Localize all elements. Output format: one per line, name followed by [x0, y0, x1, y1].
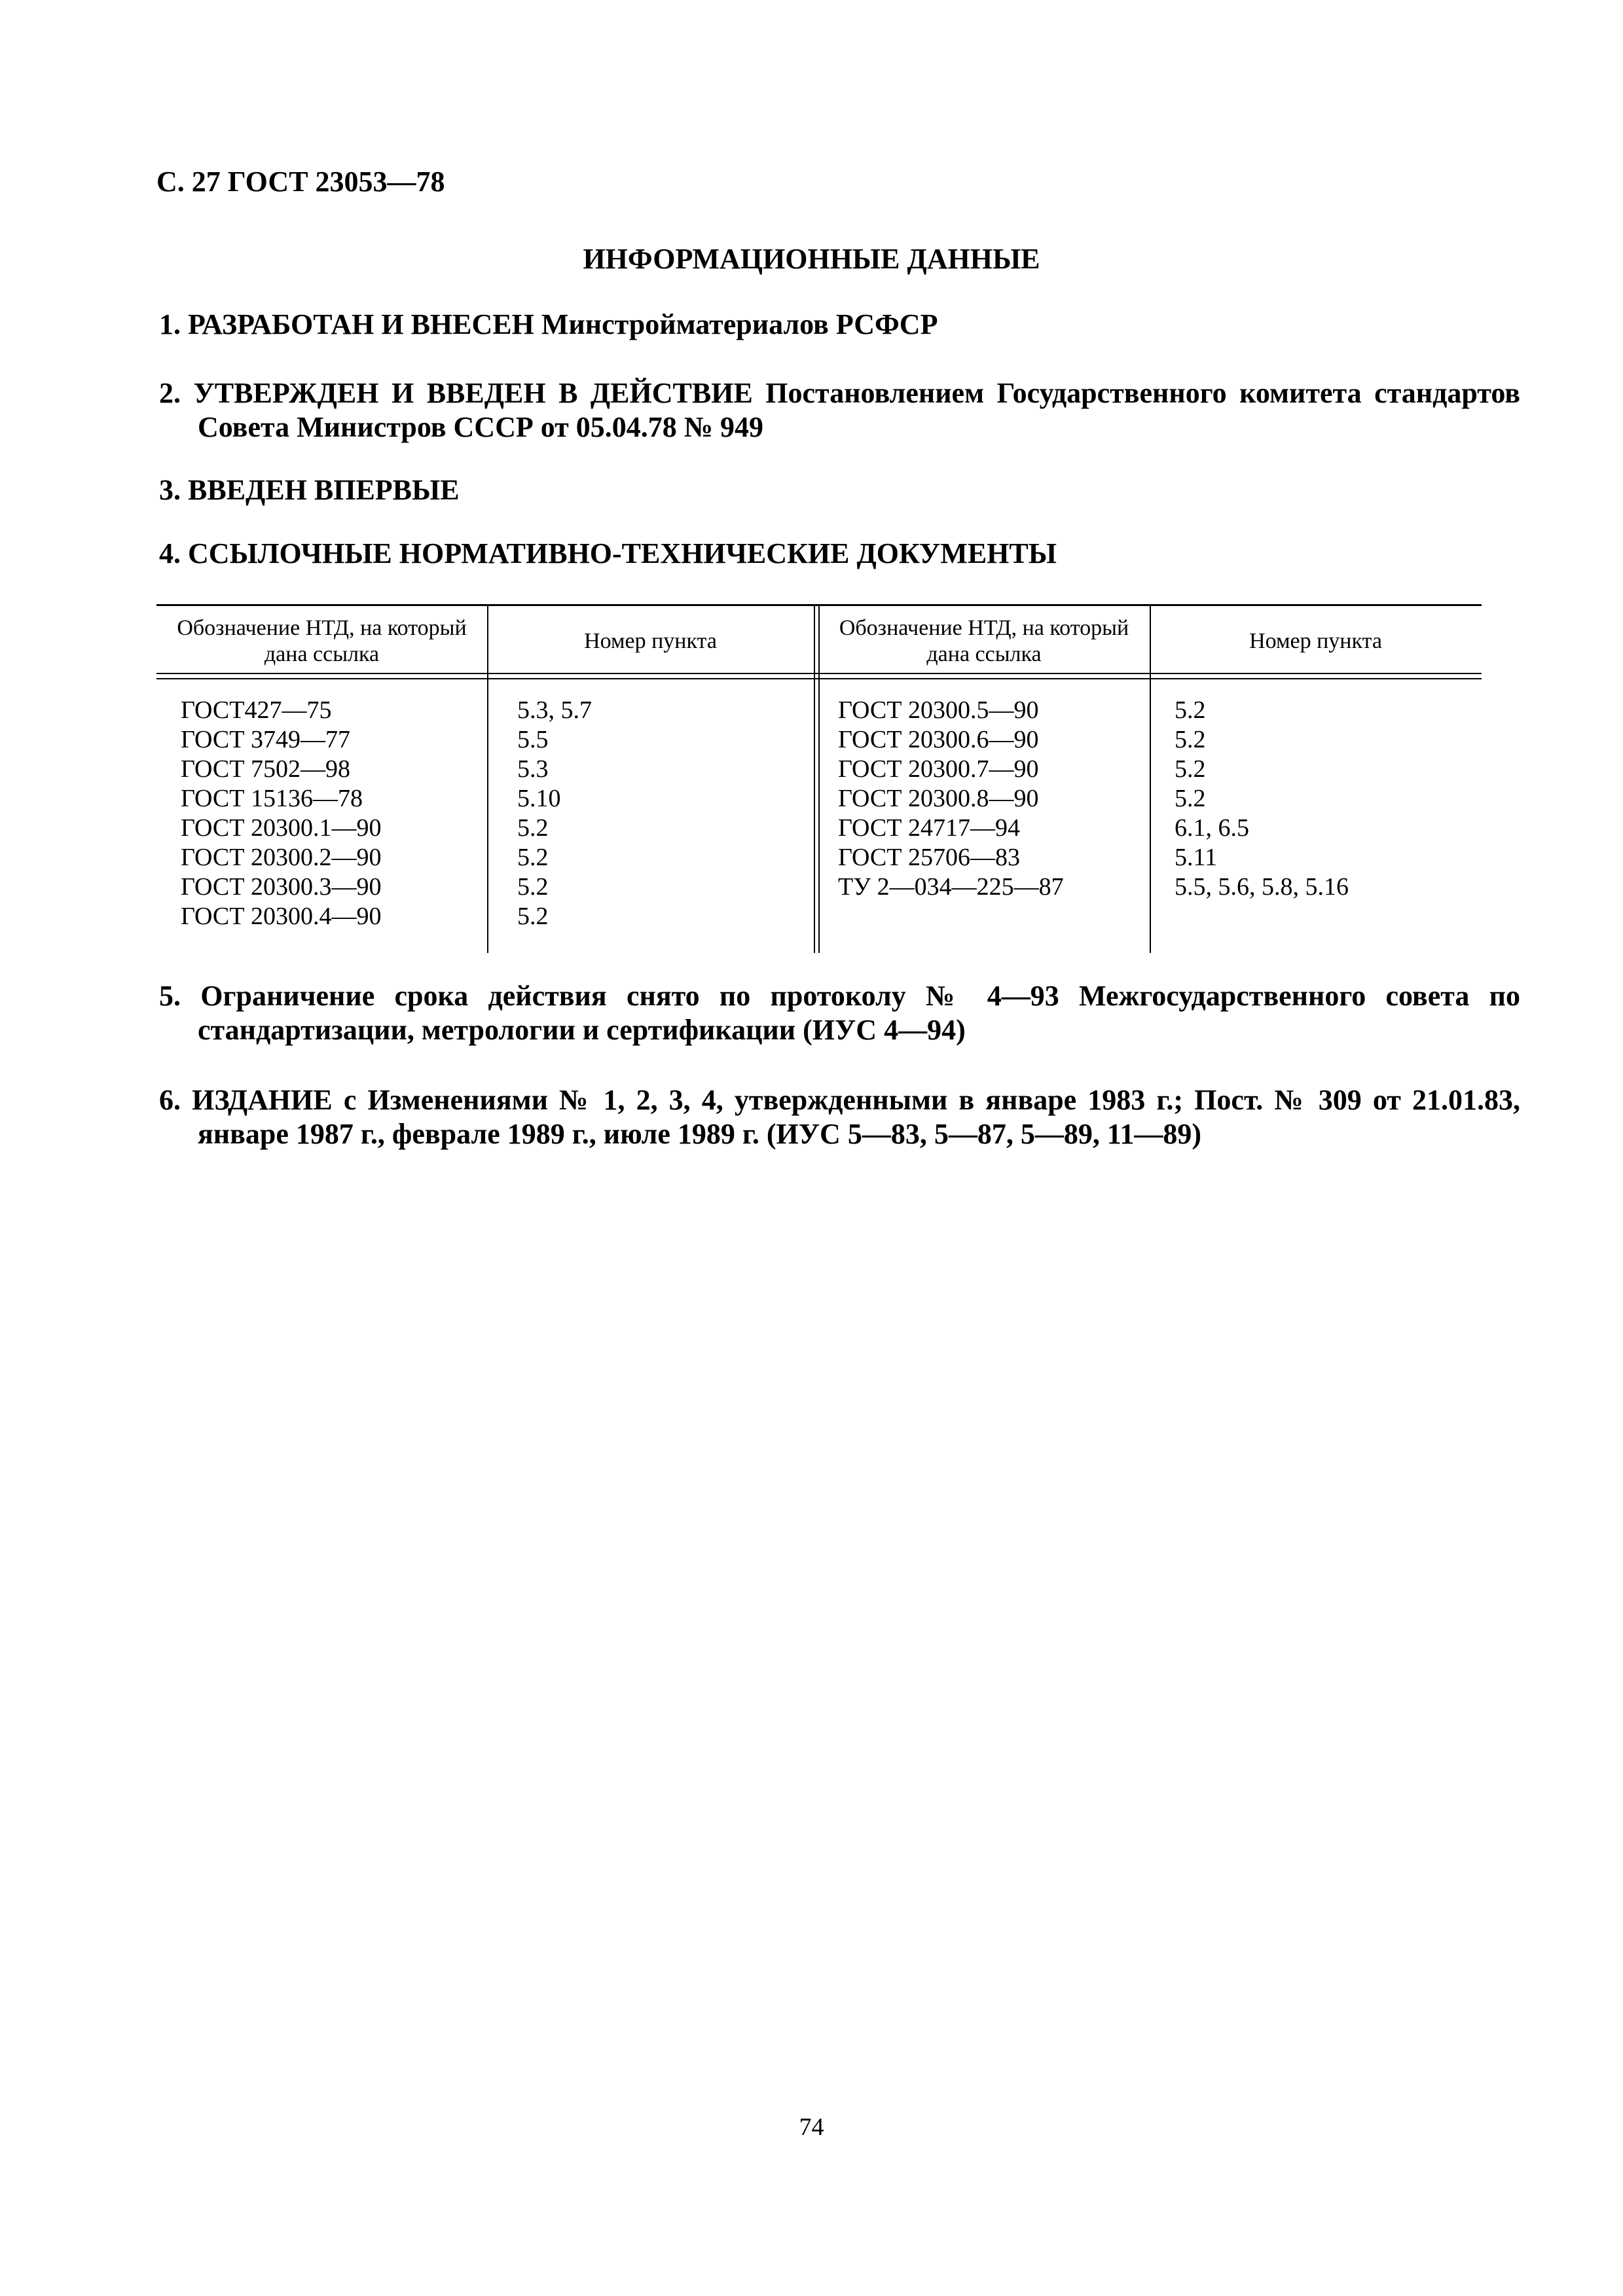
item-label: 6. ИЗДАНИЕ — [159, 1084, 333, 1116]
item-text: Постановлением Государственного комитета стандартов Совета Министров СССР от 05.04.78 № 949 — [198, 377, 1521, 443]
header-clause: Номер пункта — [1249, 629, 1382, 653]
table-column-divider — [814, 604, 815, 953]
table-cell: ГОСТ 20300.6—90 — [838, 726, 1039, 753]
item-reference-documents — [159, 537, 1520, 571]
item-developed-by — [159, 308, 1520, 342]
table-cell: 5.5, 5.6, 5.8, 5.16 — [1175, 873, 1349, 901]
table-cell: ГОСТ 20300.7—90 — [838, 755, 1039, 783]
table-cell: ГОСТ 20300.2—90 — [181, 844, 382, 871]
item-label: 2. УТВЕРЖДЕН И ВВЕДЕН В ДЕЙСТВИЕ — [159, 377, 753, 409]
table-cell: 5.3, 5.7 — [517, 696, 592, 724]
table-cell: 5.2 — [1175, 696, 1206, 724]
table-cell: ГОСТ 24717—94 — [838, 814, 1020, 842]
table-cell: ГОСТ427—75 — [181, 696, 332, 724]
table-cell: 5.2 — [1175, 726, 1206, 753]
table-cell: 5.2 — [517, 873, 549, 901]
page-number: 74 — [799, 2113, 824, 2141]
right-designations — [838, 696, 1064, 902]
left-designations — [181, 696, 382, 931]
table-cell: 5.2 — [517, 814, 549, 842]
item-first-introduced — [159, 473, 1520, 507]
table-cell: ГОСТ 15136—78 — [181, 785, 363, 812]
item-label: 4. ССЫЛОЧНЫЕ НОРМАТИВНО-ТЕХНИЧЕСКИЕ ДОКУМЕНТЫ — [159, 537, 1057, 569]
table-cell: ГОСТ 20300.1—90 — [181, 814, 382, 842]
header-clause: Номер пункта — [584, 629, 717, 653]
section-title: ИНФОРМАЦИОННЫЕ ДАННЫЕ — [583, 243, 1040, 275]
table-cell: ТУ 2—034—225—87 — [838, 873, 1064, 901]
item-approved — [159, 376, 1520, 444]
item-text: Минстройматериалов РСФСР — [534, 308, 938, 340]
item-text: 5. Ограничение срока действия снято по протоколу № 4—93 Межгосударственного совета по стандартизации, метрологии и сертификации (ИУС 4—94) — [159, 980, 1520, 1046]
table-cell: 6.1, 6.5 — [1175, 814, 1249, 842]
table-cell: ГОСТ 20300.3—90 — [181, 873, 382, 901]
item-validity-restriction — [159, 979, 1520, 1047]
item-edition — [159, 1083, 1520, 1151]
item-label: 1. РАЗРАБОТАН И ВНЕСЕН — [159, 308, 534, 340]
table-cell: 5.2 — [517, 903, 549, 930]
reference-table — [156, 604, 1482, 953]
table-cell: ГОСТ 3749—77 — [181, 726, 350, 753]
table-cell: 5.10 — [517, 785, 561, 812]
table-cell: ГОСТ 20300.4—90 — [181, 903, 382, 930]
table-cell: 5.2 — [1175, 755, 1206, 783]
table-cell: ГОСТ 20300.8—90 — [838, 785, 1039, 812]
table-cell: 5.2 — [517, 844, 549, 871]
table-cell: ГОСТ 25706—83 — [838, 844, 1020, 871]
left-clauses — [517, 696, 592, 931]
header-designation: Обозначение НТД, на который дана ссылка — [839, 616, 1129, 666]
table-cell: ГОСТ 7502—98 — [181, 755, 350, 783]
table-cell: 5.3 — [517, 755, 549, 783]
page-header: С. 27 ГОСТ 23053—78 — [156, 166, 445, 198]
table-cell: 5.5 — [517, 726, 549, 753]
table-cell: ГОСТ 20300.5—90 — [838, 696, 1039, 724]
item-label: 3. ВВЕДЕН ВПЕРВЫЕ — [159, 474, 460, 506]
right-clauses — [1175, 696, 1349, 902]
item-text: с Изменениями № 1, 2, 3, 4, утвержденными в январе 1983 г.; Пост. № 309 от 21.01.83, январе 1987 г., феврале 1989 г., июле 1989 г. (ИУС 5—83, 5—87, 5—89, 11—89) — [198, 1084, 1521, 1150]
header-designation: Обозначение НТД, на который дана ссылка — [177, 616, 467, 666]
table-cell: 5.11 — [1175, 844, 1218, 871]
table-cell: 5.2 — [1175, 785, 1206, 812]
